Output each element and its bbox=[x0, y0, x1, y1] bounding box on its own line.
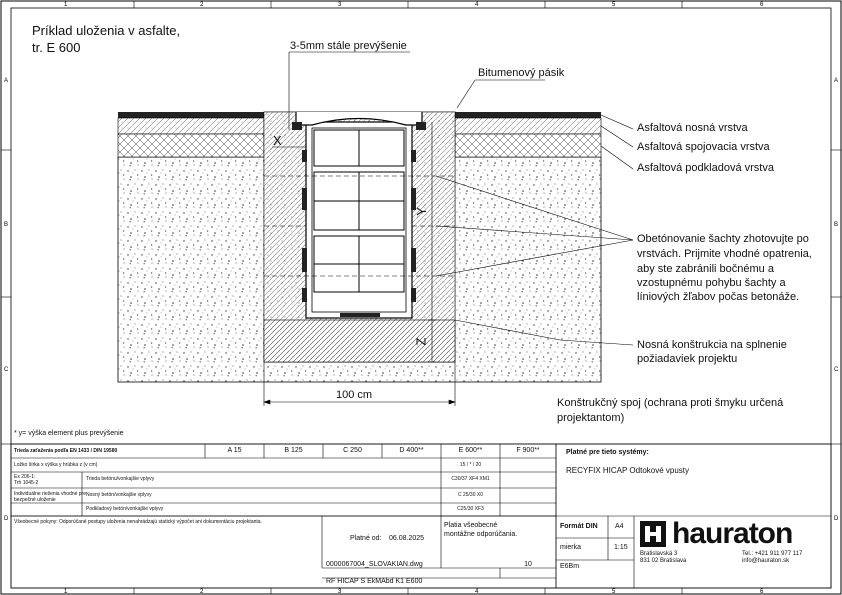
valid-for-label: Platné pre tieto systémy: bbox=[566, 449, 649, 456]
drawing-title-line: Príklad uloženia v asfalte, bbox=[32, 23, 181, 38]
load-class: E 600** bbox=[458, 447, 483, 454]
layer-annotation: Asfaltová spojovacia vrstva bbox=[637, 141, 770, 153]
concrete-note-line: vrstvách. Prijmite vhodné opatrenia, bbox=[637, 248, 812, 260]
legal-note: Všeobecné pokyny: Odporúčané postupy uloženia nenahrádzajú statický výpočet ani dokumentáciu projektanta. bbox=[14, 519, 262, 525]
file-name: 0000067004_SLOVAKIAN.dwg bbox=[326, 561, 423, 568]
individual-solution-label: bezpečné uloženie bbox=[14, 497, 56, 503]
asphalt-surface-right bbox=[455, 112, 601, 118]
bearing-concrete-value: C 25/30 X0 bbox=[457, 492, 484, 498]
address-line: Bratislavská 3 bbox=[640, 551, 678, 557]
scale-value: 1:15 bbox=[614, 544, 628, 551]
grid-col-label: 6 bbox=[760, 589, 764, 595]
grid-row-label: A bbox=[4, 78, 9, 84]
grid-col-label: 5 bbox=[612, 2, 616, 8]
bearing-concrete-label: Nosný betón/vonkajšie vplyvy bbox=[86, 492, 152, 498]
load-class: F 900** bbox=[516, 447, 540, 454]
base-note-line: požiadaviek projektu bbox=[637, 353, 738, 365]
dimension-y: Y bbox=[413, 207, 429, 216]
contact-line: info@hauraton.sk bbox=[742, 558, 790, 564]
gap-annotation: 3-5mm stále prevýšenie bbox=[290, 40, 407, 52]
drawing-id: RF HICAP S EkMAbd K1 E600 bbox=[326, 578, 423, 585]
concrete-std-label: Ex 206-1: bbox=[14, 474, 36, 480]
general-note-line: montážne odporúčania. bbox=[444, 531, 518, 538]
load-class: C 250 bbox=[343, 447, 362, 454]
layer-annotation: Asfaltová podkladová vrstva bbox=[637, 162, 774, 174]
joint-note-line: Konštrukčný spoj (ochrana proti šmyku určená bbox=[557, 397, 784, 409]
concrete-std-label: Trh 1045-2 bbox=[14, 480, 39, 486]
concrete-class-label: Trieda betónu/vonkajšie vplyvy bbox=[86, 476, 155, 482]
concrete-note-line: líniových žľabov počas betonáže. bbox=[637, 291, 800, 303]
contact-line: Tel.: +421 911 977 117 bbox=[742, 551, 803, 557]
grid-row-label: B bbox=[834, 222, 839, 228]
individual-solution-label: Individuálne riešenia vhodné pre bbox=[14, 491, 86, 497]
grid-col-label: 4 bbox=[475, 589, 479, 595]
grid-row-label: C bbox=[834, 367, 839, 373]
xyz-value: 15 / * / 20 bbox=[459, 462, 482, 468]
concrete-note-line: Obetónovanie šachty zhotovujte po bbox=[637, 233, 809, 245]
asphalt-binder-left bbox=[118, 118, 264, 134]
grid-row-label: D bbox=[834, 516, 839, 522]
sheet-number: 10 bbox=[524, 561, 532, 568]
table-header-label: Trieda zaťaženia podľa EN 1433 / DIN 19580 bbox=[14, 448, 118, 454]
xyz-label: Ložko šírka x výška y hrúbka z (v cm) bbox=[14, 462, 98, 468]
grid-col-label: 4 bbox=[475, 2, 479, 8]
format-label: Formát DIN bbox=[560, 523, 598, 530]
asphalt-base-left bbox=[118, 134, 264, 157]
drawing-title-line: tr. E 600 bbox=[32, 40, 81, 55]
grid-col-label: 6 bbox=[760, 2, 764, 8]
grid-col-label: 1 bbox=[64, 2, 68, 8]
asphalt-base-right bbox=[455, 134, 601, 157]
grid-col-label: 3 bbox=[338, 589, 342, 595]
base-concrete-value: C25/30 XF3 bbox=[457, 506, 484, 512]
grid-col-label: 2 bbox=[200, 2, 204, 8]
company-logo-text: hauraton bbox=[672, 517, 793, 550]
concrete-note-line: vzostupnému pohybu šachty a bbox=[637, 277, 786, 289]
footnote: * y= výška element plus prevýšenie bbox=[14, 430, 124, 437]
grid-row-label: A bbox=[834, 78, 839, 84]
load-class: A 15 bbox=[227, 447, 242, 454]
joint-note-line: projektantom) bbox=[557, 412, 625, 424]
concrete-class-value: C30/37 XF4 XM1 bbox=[451, 476, 490, 482]
load-class: B 125 bbox=[284, 447, 303, 454]
valid-from-label: Platné od: bbox=[350, 535, 382, 542]
layer-annotation: Asfaltová nosná vrstva bbox=[637, 122, 748, 134]
grid-row-label: D bbox=[4, 516, 9, 522]
asphalt-binder-right bbox=[455, 118, 601, 134]
general-note-line: Platia všeobecné bbox=[444, 522, 498, 529]
grid-row-label: B bbox=[4, 222, 9, 228]
asphalt-surface-left bbox=[118, 112, 264, 118]
scale-label: mierka bbox=[560, 544, 582, 551]
grid-col-label: 1 bbox=[64, 589, 68, 595]
drawing-code: E6Bm bbox=[560, 563, 580, 570]
base-concrete-label: Podkladový betón/vonkajšie vplyvy bbox=[86, 506, 164, 512]
hauraton-logo-icon bbox=[640, 521, 666, 547]
address-line: 831 02 Bratislava bbox=[640, 558, 687, 564]
bitumen-annotation: Bitumenový pásik bbox=[478, 67, 565, 79]
grid-col-label: 2 bbox=[200, 589, 204, 595]
grid-col-label: 5 bbox=[612, 589, 616, 595]
valid-from-date: 06.08.2025 bbox=[389, 535, 425, 542]
dimension-z: Z bbox=[413, 337, 429, 346]
format-value: A4 bbox=[615, 523, 624, 530]
system-name: RECYFIX HICAP Odtokové vpusty bbox=[566, 466, 690, 475]
base-note-line: Nosná konštrukcia na splnenie bbox=[637, 339, 787, 351]
grid-row-label: C bbox=[4, 367, 9, 373]
concrete-note-line: aby ste zabránili bočnému a bbox=[637, 263, 774, 275]
dimension-x: X bbox=[273, 133, 282, 148]
load-class: D 400** bbox=[399, 447, 424, 454]
width-dimension: 100 cm bbox=[336, 389, 373, 401]
grid-col-label: 3 bbox=[338, 2, 342, 8]
